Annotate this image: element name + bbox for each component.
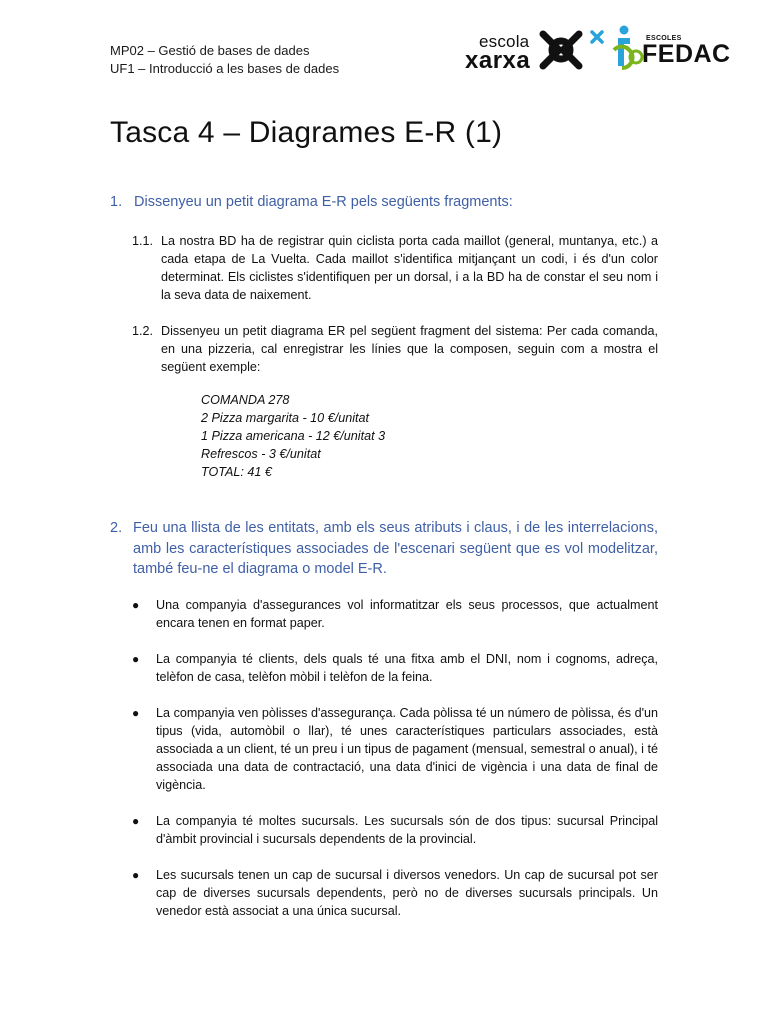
example-line: TOTAL: 41 € [201,465,272,479]
module-line: MP02 – Gestió de bases de dades [110,43,310,58]
escola-xarxa-logo [465,24,615,74]
logo-escola-text: escola [479,32,530,51]
bullet-icon: ● [132,814,140,828]
bullet-icon: ● [132,598,140,612]
bullet-icon: ● [132,868,140,882]
bullet-item [132,866,658,920]
question-2-heading [110,518,658,580]
bullet-text: La companyia té clients, dels quals té una fitxa amb el DNI, nom i cognoms, adreça, telèfon de casa, telèfon mòbil i telèfon de la feina. [156,652,658,684]
subquestion-text: La nostra BD ha de registrar quin ciclista porta cada maillot (general, muntanya, etc.) a cada etapa de La Vuelta. Cada maillot s'identifica mitjançant un codi, i és d'un color determinat. Els ciclistes s'identifiquen per un dorsal, i a la BD ha de constar el seu nom i la seva data de naixement. [161,234,658,302]
logo-fedac-text: FEDAC [642,40,731,68]
logo-escoles-text: ESCOLES [646,35,682,42]
xarxa-mark-icon [537,26,617,72]
subquestion-number: 1.1. [132,234,154,248]
bullet-icon: ● [132,652,140,666]
bullet-text: Una companyia d'assegurances vol informatitzar els seus processos, que actualment encara tenen en format paper. [156,598,658,630]
fedac-figure-icon [612,24,646,72]
subquestion-text: Dissenyeu un petit diagrama ER pel següent fragment del sistema: Per cada comanda, en una pizzeria, cal enregistrar les línies que la composen, seguin com a mostra el següent exemple: [161,324,658,374]
unit-line: UF1 – Introducció a les bases de dades [110,61,340,76]
bullet-text: La companyia ven pòlisses d'assegurança. Cada pòlissa té un número de pòlissa, és d'un tipus (vida, automòbil o llar), té unes característiques particulars associades, està associada a un client, té un preu i un tipus de pagament (mensual, semestral o anual), i té associada una data de contractació, una data d'inici de vigència i una data de final de vigència. [156,706,658,792]
question-number: 1. [110,194,123,210]
bullet-item [132,596,658,632]
bullet-item [132,650,658,686]
question-text: Feu una llista de les entitats, amb els seus atributs i claus, i de les interrelacions, amb les característiques associades de l'escenari següent que es vol modelitzar, també feu-ne el diagrama o model E-R. [133,520,658,577]
bullet-icon: ● [132,706,140,720]
question-number: 2. [110,520,123,536]
bullet-item [132,704,658,794]
bullet-text: La companyia té moltes sucursals. Les sucursals són de dos tipus: sucursal Principal d'àmbit provincial i sucursals dependents de la provincial. [156,814,658,846]
example-line: 2 Pizza margarita - 10 €/unitat [201,411,369,425]
logo-xarxa-text: xarxa [465,47,531,74]
bullet-item [132,812,658,848]
subquestion-1-2 [132,322,658,376]
order-example [201,391,385,481]
fedac-logo [612,24,737,72]
question-1-heading [110,194,658,210]
bullet-text: Les sucursals tenen un cap de sucursal i diversos venedors. Un cap de sucursal pot ser cap de diverses sucursals dependents, però no de diverses sucursals principals. Un venedor està associat a una única sucursal. [156,868,658,918]
question-text: Dissenyeu un petit diagrama E-R pels següents fragments: [134,194,513,210]
example-line: Refrescos - 3 €/unitat [201,447,321,461]
subquestion-1-1 [132,232,658,304]
document-header [110,42,339,78]
subquestion-number: 1.2. [132,324,154,338]
page-title: Tasca 4 – Diagrames E-R (1) [110,116,503,149]
example-line: 1 Pizza americana - 12 €/unitat 3 [201,429,386,443]
example-line: COMANDA 278 [201,393,290,407]
